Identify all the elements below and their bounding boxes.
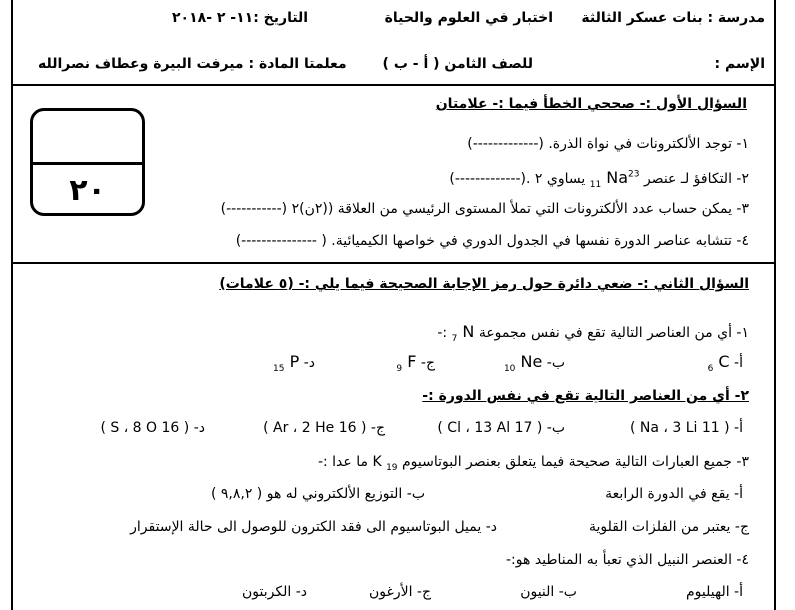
q2-2-text: ٢- أي من العناصر التالية تقع في نفس الدورة :-: [422, 388, 749, 404]
q2-3-option-a[interactable]: أ- يقع في الدورة الرابعة: [605, 486, 743, 502]
q2-3-option-b[interactable]: ب- التوزيع الألكتروني له هو ( ٩,٨,٢ ): [210, 486, 425, 502]
mass-number: 23: [628, 169, 640, 180]
option-element: [273, 352, 300, 375]
q2-1-text: [437, 322, 749, 344]
option-label: د-: [303, 355, 315, 371]
element-symbol: Ne: [520, 352, 543, 371]
q1-item-1: ١- توجد الألكترونات في نواة الذرة. (-------------): [467, 136, 749, 152]
page-border-right: [774, 0, 776, 610]
student-name-label: الإسم :: [714, 56, 765, 72]
q2-3-option-c[interactable]: ج- يعتبر من الفلزات القلوية: [588, 519, 749, 535]
q1-item-2-prefix: ٢- التكافؤ لـ عنصر: [643, 171, 749, 187]
q2-1-suffix: :-: [437, 325, 448, 341]
atomic-number: 7: [451, 334, 458, 345]
option-label: ج-: [420, 355, 435, 371]
q2-1-option-c[interactable]: [396, 352, 435, 374]
option-label: أ-: [734, 355, 743, 371]
element-symbol: N: [462, 322, 475, 341]
element-symbol: Na: [606, 168, 629, 187]
header-divider: [13, 84, 774, 86]
element-symbol: F: [407, 352, 417, 371]
teachers-label: معلمتا المادة : ميرفت البيرة وعطاف نصرالله: [38, 56, 347, 72]
q2-3-prefix: ٣- جميع العبارات التالية صحيحة فيما يتعلق بعنصر البوتاسيوم K: [372, 454, 749, 470]
score-value: ٢٠: [69, 173, 106, 208]
q2-1-option-a[interactable]: [708, 352, 743, 374]
option-element: [503, 352, 543, 375]
atomic-number: 15: [273, 364, 285, 375]
q2-4-option-a[interactable]: أ- الهيليوم: [686, 584, 743, 600]
score-box: [30, 108, 145, 216]
option-label: ب-: [546, 355, 565, 371]
section-divider: [13, 262, 774, 264]
q2-4-option-d[interactable]: د- الكربتون: [242, 584, 307, 600]
atomic-number: 10: [503, 364, 516, 375]
q2-4-text: ٤- العنصر النبيل الذي تعبأ به المناطيد هو:-: [505, 552, 749, 568]
q2-1-option-b[interactable]: [504, 352, 565, 374]
atomic-number: 6: [707, 364, 714, 375]
school-name: مدرسة : بنات عسكر الثالثة: [581, 10, 765, 26]
q2-1-prefix: ١- أي من العناصر التالية تقع في نفس مجموعة: [478, 325, 749, 341]
q2-3-suffix: ما عدا :-: [317, 454, 368, 470]
exam-title: اختبار في العلوم والحياة: [384, 10, 553, 26]
q2-3-text: [318, 454, 749, 473]
q2-2-option-d[interactable]: د- ( 16 S ، 8 O ): [100, 420, 205, 436]
class-label: للصف الثامن ( أ - ب ): [382, 56, 533, 72]
q2-2-option-c[interactable]: ج- ( 16 Ar ، 2 He ): [263, 420, 385, 436]
q2-4-option-c[interactable]: ج- الأرغون: [368, 584, 431, 600]
q1-item-2-element: [589, 168, 640, 191]
atomic-number: 19: [386, 462, 398, 473]
q1-item-2: [449, 168, 749, 190]
q2-1-element: [451, 322, 475, 345]
atomic-number: 11: [589, 180, 602, 191]
option-element: [707, 352, 730, 375]
q2-4-option-b[interactable]: ب- النيون: [520, 584, 577, 600]
q1-item-3: ٣- يمكن حساب عدد الألكترونات التي تملأ المستوى الرئيسي من العلاقة ((٢ن)٢ (-----------): [220, 201, 749, 217]
q2-3-option-d[interactable]: د- يميل البوتاسيوم الى فقد الكترون للوصول الى حالة الإستقرار: [130, 519, 497, 535]
q2-2-option-b[interactable]: ب- ( 17 Cl ، 13 Al ): [437, 420, 565, 436]
element-symbol: P: [289, 352, 300, 371]
page-border-left: [11, 0, 13, 610]
q1-item-4: ٤- تتشابه عناصر الدورة نفسها في الجدول الدوري في خواصها الكيميائية. ( ---------------): [235, 233, 749, 249]
exam-date: التاريخ :١١- ٢ -٢٠١٨: [172, 10, 309, 26]
q1-item-2-suffix: يساوي ٢ .(-------------): [449, 171, 586, 187]
option-element: [396, 352, 417, 375]
q1-title: السؤال الأول :- صححي الخطأ فيما :- علامتان: [435, 96, 747, 112]
element-symbol: C: [718, 352, 730, 371]
atomic-number: 9: [396, 364, 403, 375]
q2-title: السؤال الثاني :- ضعي دائرة حول رمز الإجابة الصحيحة فيما يلي :- (٥ علامات): [219, 276, 749, 292]
q2-2-option-a[interactable]: أ- ( 11 Na ، 3 Li ): [629, 420, 743, 436]
q2-1-option-d[interactable]: [273, 352, 315, 374]
score-divider: [33, 162, 142, 165]
